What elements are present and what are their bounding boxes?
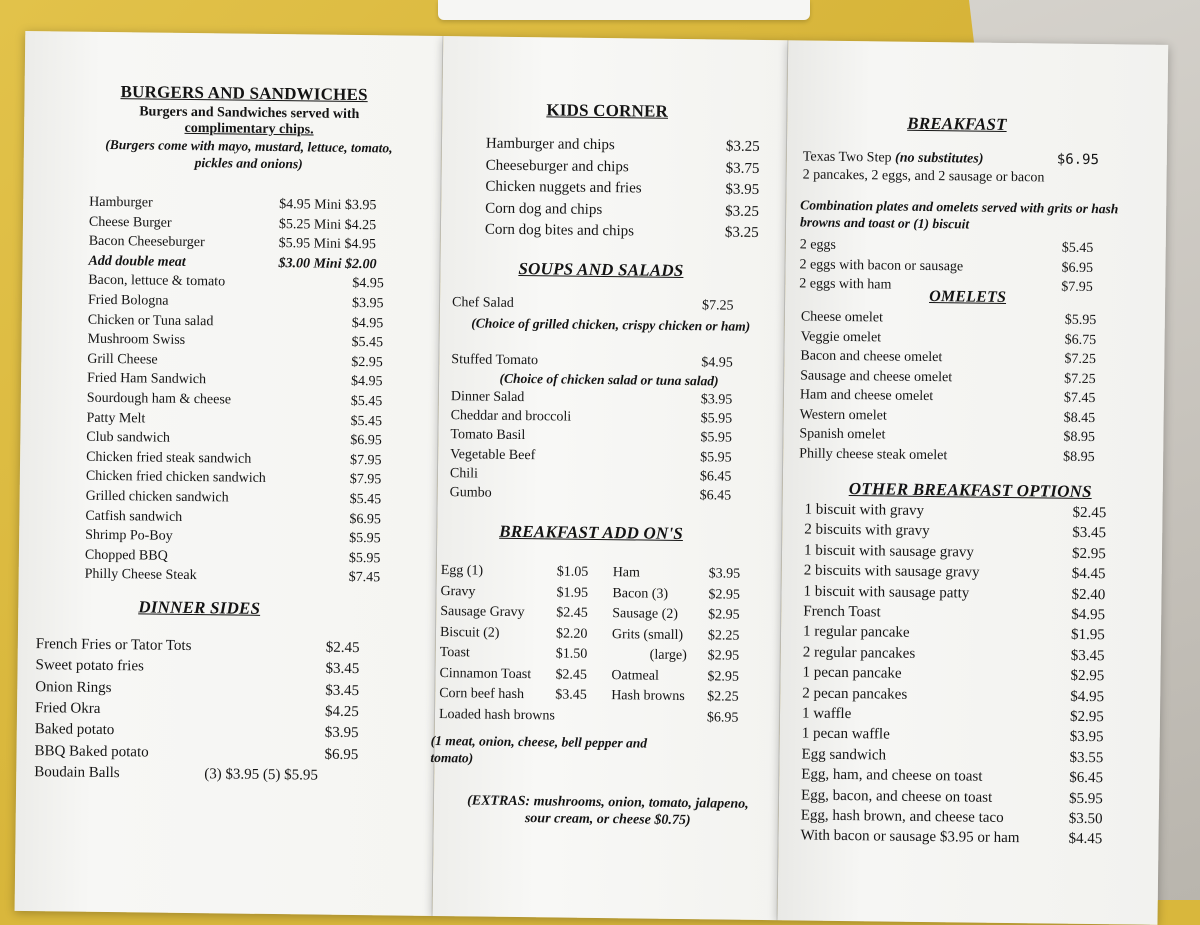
menu-panel-right [778, 40, 1169, 925]
two-step-price: $6.95 [1056, 151, 1100, 169]
kids-row-price: $3.95 [725, 181, 760, 198]
omelet-row-price: $7.25 [1064, 351, 1096, 368]
burger-row-name: Sourdough ham & cheese [86, 390, 232, 408]
omelet-row-name: Sausage and cheese omelet [800, 367, 953, 385]
burger-row-name: Fried Ham Sandwich [86, 371, 207, 388]
burger-row-price: $7.45 [348, 570, 381, 586]
burger-row-name: Mushroom Swiss [87, 331, 186, 349]
addon-row-price: $2.45 [556, 605, 588, 621]
combo-note: Combination plates and omelets served with grits or hash browns and toast or (1) biscuit [799, 197, 1119, 232]
other-row-name: 1 biscuit with gravy [804, 501, 925, 519]
omelet-row-price: $8.45 [1063, 410, 1096, 426]
other-row-price: $4.95 [1071, 606, 1106, 624]
burger-row-name: Catfish sandwich [85, 508, 183, 525]
side-row-price: $2.45 [325, 639, 360, 657]
other-row-name: Egg, ham, and cheese on toast [801, 766, 983, 785]
burger-row-name: Bacon Cheeseburger [88, 233, 205, 251]
omelet-row-price: $5.95 [1064, 312, 1097, 329]
burger-row-name: Hamburger [89, 194, 153, 211]
other-row-name: 1 biscuit with sausage gravy [803, 542, 975, 561]
burger-row-name: Club sandwich [86, 429, 171, 446]
soup-row-name: Chili [449, 465, 479, 482]
napkin [438, 0, 810, 20]
menu-panel-middle [430, 36, 789, 920]
other-row-price: $1.95 [1070, 627, 1105, 644]
omelet-row-name: Western omelet [799, 406, 887, 423]
chef-salad-name: Chef Salad [451, 295, 514, 311]
addon-row-name: Toast [439, 645, 470, 661]
burger-row-name: Cheese Burger [88, 214, 172, 231]
addon-row-name: Sausage Gravy [440, 604, 525, 621]
burgers-subtitle [84, 104, 414, 140]
addon-row-name: Corn beef hash [439, 686, 525, 703]
addons-heading: BREAKFAST ADD ON'S [499, 521, 684, 544]
kids-row-name: Chicken nuggets and fries [485, 178, 642, 197]
burgers-heading: BURGERS AND SANDWICHES [120, 82, 368, 105]
other-row-name: Egg, bacon, and cheese on toast [800, 787, 993, 806]
omelet-row-price: $6.75 [1064, 332, 1097, 348]
addon-row-price: $1.95 [556, 584, 589, 601]
burger-row-price: $5.95 [348, 550, 381, 567]
omelet-row-price: $8.95 [1063, 449, 1095, 465]
burgers-subtitle-line2: complimentary chips. [184, 120, 314, 138]
dinner-sides-heading: DINNER SIDES [138, 597, 261, 618]
side-row-price: $6.95 [324, 746, 359, 763]
breakfast-heading: BREAKFAST [907, 113, 1007, 134]
burger-row-name: Bacon, lettuce & tomato [88, 273, 226, 290]
addon-row-price: $1.50 [555, 646, 588, 662]
burger-row-price: $3.95 [351, 295, 384, 312]
stuffed-tomato-note: (Choice of chicken salad or tuna salad) [499, 370, 719, 389]
chef-salad-note: (Choice of grilled chicken, crispy chicken or ham) [471, 315, 751, 334]
side-row-name: BBQ Baked potato [34, 742, 149, 761]
kids-row-name: Cheeseburger and chips [485, 157, 629, 175]
soup-row-price: $6.45 [699, 488, 732, 504]
addon-row-name: Hash browns [611, 688, 685, 705]
addon-row-name: Oatmeal [611, 667, 659, 684]
side-row-price: (3) $3.95 (5) $5.95 [204, 765, 319, 784]
kids-row-name: Hamburger and chips [485, 135, 615, 154]
burger-row-price: $3.00 Mini $2.00 [278, 255, 377, 273]
other-row-name: 1 regular pancake [802, 623, 910, 642]
other-row-price: $2.95 [1069, 708, 1104, 726]
burger-row-name: Grill Cheese [87, 351, 158, 368]
burger-row-name: Patty Melt [86, 410, 146, 427]
addon-row-price: $2.20 [555, 625, 588, 642]
burger-row-price: $4.95 [352, 276, 384, 292]
side-row-name: Baked potato [34, 721, 115, 739]
breakfast-row-price: $5.45 [1061, 240, 1094, 257]
addon-row-price: $2.25 [707, 627, 740, 644]
soup-row-name: Gumbo [449, 485, 492, 501]
burger-row-name: Chicken or Tuna salad [87, 312, 214, 329]
other-row-name: Egg, hash brown, and cheese taco [800, 807, 1004, 826]
omelet-row-name: Spanish omelet [799, 426, 886, 443]
addon-row-name: Sausage (2) [612, 606, 679, 622]
soup-row-price: $5.95 [700, 449, 732, 466]
soup-row-name: Cheddar and broccoli [450, 408, 572, 425]
kids-row-price: $3.75 [725, 160, 760, 177]
burgers-note: (Burgers come with mayo, mustard, lettuce, tomato, pickles and onions) [105, 136, 393, 172]
burger-row-name: Philly Cheese Steak [84, 567, 197, 584]
two-step-desc: 2 pancakes, 2 eggs, and 2 sausage or bacon [802, 167, 1045, 186]
loaded-hash-note: (1 meat, onion, cheese, bell pepper and tomato) [430, 732, 648, 766]
stuffed-tomato-price: $4.95 [701, 355, 733, 371]
other-row-price: $3.95 [1069, 729, 1104, 746]
breakfast-row-name: 2 eggs with ham [799, 276, 892, 293]
burger-row-price: $2.95 [351, 354, 383, 371]
other-heading: OTHER BREAKFAST OPTIONS [848, 479, 1092, 502]
omelet-row-name: Bacon and cheese omelet [800, 348, 943, 366]
addon-row-price: $2.95 [708, 586, 741, 603]
addon-row-price: $2.25 [707, 689, 739, 705]
burger-row-name: Shrimp Po-Boy [85, 527, 173, 544]
other-row-name: 2 regular pancakes [802, 644, 916, 662]
side-row-name: Boudain Balls [34, 763, 120, 781]
addon-row-name: Egg (1) [440, 563, 484, 579]
side-row-price: $4.25 [324, 703, 359, 720]
side-row-price: $3.45 [325, 660, 360, 678]
other-row-price: $2.45 [1072, 504, 1107, 522]
omelet-row-name: Ham and cheese omelet [799, 387, 934, 405]
kids-row-price: $3.25 [725, 138, 760, 155]
other-row-price: $3.55 [1069, 749, 1104, 766]
burger-row-price: $5.45 [351, 335, 384, 351]
soup-row-name: Tomato Basil [450, 427, 526, 444]
two-step-qualifier: (no substitutes) [895, 150, 984, 167]
addon-row-name: Loaded hash browns [438, 706, 555, 723]
other-row-price: $3.50 [1068, 810, 1103, 828]
omelet-row-name: Cheese omelet [800, 309, 883, 326]
omelet-row-price: $8.95 [1063, 429, 1096, 446]
addon-row-name: (large) [649, 647, 687, 664]
breakfast-row-price: $6.95 [1061, 260, 1094, 276]
kids-row-price: $3.25 [725, 203, 760, 220]
burger-row-name: Grilled chicken sandwich [85, 488, 229, 506]
burger-row-name: Chicken fried chicken sandwich [85, 469, 266, 487]
burger-row-price: $6.95 [349, 511, 381, 527]
burger-row-price: $5.25 Mini $4.25 [278, 216, 377, 233]
side-row-name: French Fries or Tator Tots [35, 636, 192, 655]
other-row-price: $3.45 [1072, 525, 1107, 542]
burger-row-price: $4.95 [350, 374, 383, 390]
other-row-price: $2.95 [1070, 667, 1105, 685]
other-row-name: 1 pecan pancake [802, 664, 902, 682]
side-row-name: Fried Okra [34, 700, 101, 717]
soup-row-price: $3.95 [700, 392, 733, 408]
side-row-name: Onion Rings [35, 678, 112, 696]
other-row-name: 1 biscuit with sausage patty [803, 583, 970, 602]
other-row-price: $2.40 [1071, 586, 1106, 603]
burger-row-price: $5.45 [350, 393, 383, 410]
omelets-heading: OMELETS [929, 288, 1007, 306]
soup-row-price: $6.45 [699, 469, 732, 485]
addon-row-name: Biscuit (2) [439, 624, 500, 641]
addon-row-price: $2.45 [555, 666, 588, 683]
other-row-price: $6.45 [1069, 769, 1104, 787]
burger-row-name: Chicken fried steak sandwich [86, 449, 252, 467]
side-row-price: $3.45 [325, 682, 360, 699]
soups-heading: SOUPS AND SALADS [518, 258, 684, 281]
other-row-name: 2 biscuits with sausage gravy [803, 562, 980, 581]
other-row-price: $4.45 [1068, 831, 1103, 848]
burger-row-price: $4.95 [351, 315, 384, 331]
soup-row-name: Vegetable Beef [450, 446, 536, 463]
addon-row-price: $2.95 [707, 668, 740, 685]
two-step-line [803, 148, 984, 168]
two-step-name: Texas Two Step [802, 149, 892, 166]
burger-row-price: $6.95 [350, 433, 382, 449]
burgers-subtitle-line1: Burgers and Sandwiches served with [139, 104, 360, 123]
burger-row-name: Chopped BBQ [84, 547, 168, 564]
burger-row-price: $7.95 [349, 452, 382, 469]
kids-row-name: Corn dog and chips [485, 200, 603, 218]
burger-row-price: $4.95 Mini $3.95 [279, 197, 377, 214]
menu-trifold [15, 31, 1185, 907]
kids-row-name: Corn dog bites and chips [484, 221, 635, 240]
other-row-name: 1 pecan waffle [801, 725, 890, 743]
addon-row-price: $6.95 [706, 709, 739, 726]
addon-row-price: $3.95 [708, 566, 741, 582]
other-row-price: $2.95 [1071, 545, 1106, 562]
extras-note: (EXTRAS: mushrooms, onion, tomato, jalapeno, sour cream, or cheese $0.75) [467, 793, 749, 829]
burger-row-price: $5.45 [350, 413, 383, 429]
stuffed-tomato-name: Stuffed Tomato [451, 352, 539, 369]
burger-row-price: $5.95 Mini $4.95 [278, 236, 377, 253]
burger-row-name: Add double meat [88, 253, 186, 270]
breakfast-row-name: 2 eggs with bacon or sausage [799, 256, 964, 274]
addon-row-price: $2.95 [707, 648, 740, 664]
other-row-name: With bacon or sausage $3.95 or ham [800, 827, 1020, 847]
addon-row-name: Bacon (3) [612, 585, 669, 602]
addon-row-price: $2.95 [708, 607, 740, 623]
side-row-name: Sweet potato fries [35, 657, 144, 675]
omelet-row-price: $7.45 [1063, 390, 1096, 407]
other-row-price: $4.95 [1070, 688, 1105, 705]
addon-row-name: Ham [612, 565, 641, 581]
addon-row-name: Gravy [440, 583, 476, 599]
breakfast-row-name: 2 eggs [799, 237, 837, 253]
omelet-row-price: $7.25 [1064, 371, 1096, 387]
addon-row-price: $1.05 [556, 564, 589, 580]
other-row-name: 2 pecan pancakes [802, 685, 908, 703]
burger-row-price: $5.95 [349, 531, 381, 547]
other-row-name: 1 waffle [801, 705, 852, 723]
other-row-price: $3.45 [1070, 647, 1105, 664]
addon-row-name: Grits (small) [611, 626, 684, 643]
kids-heading: KIDS CORNER [546, 100, 669, 121]
other-row-name: 2 biscuits with gravy [804, 521, 930, 540]
other-row-price: $4.45 [1071, 565, 1106, 583]
addon-row-price: $3.45 [555, 687, 587, 703]
omelet-row-name: Veggie omelet [800, 328, 882, 345]
other-row-price: $5.95 [1068, 790, 1103, 807]
other-row-name: French Toast [803, 603, 881, 621]
side-row-price: $3.95 [324, 724, 359, 742]
menu-panel-left [15, 31, 444, 916]
burger-row-name: Fried Bologna [87, 292, 169, 309]
kids-row-price: $3.25 [724, 224, 759, 241]
addon-row-name: Cinnamon Toast [439, 665, 532, 682]
soup-row-name: Dinner Salad [450, 389, 525, 406]
omelet-row-name: Philly cheese steak omelet [799, 445, 948, 463]
soup-row-price: $5.95 [700, 430, 732, 446]
other-row-name: Egg sandwich [801, 746, 887, 764]
burger-row-price: $7.95 [349, 472, 382, 488]
breakfast-row-price: $7.95 [1061, 279, 1093, 296]
soup-row-price: $5.95 [700, 411, 733, 427]
chef-salad-price: $7.25 [701, 298, 734, 314]
burger-row-price: $5.45 [349, 491, 382, 508]
